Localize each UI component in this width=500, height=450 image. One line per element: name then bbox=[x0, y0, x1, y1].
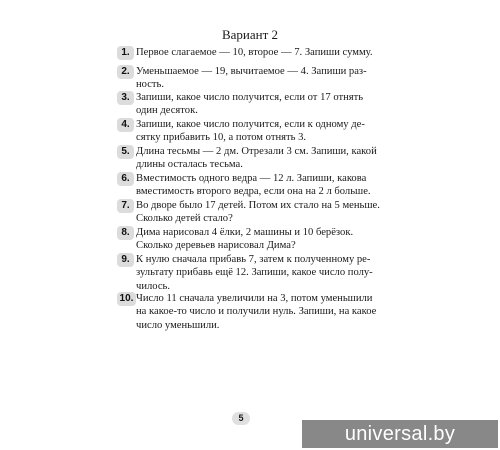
task-text: Запиши, какое число получится, если от 17 отнять один десяток. bbox=[136, 92, 364, 117]
task-number: 7. bbox=[117, 199, 134, 213]
task-number: 8. bbox=[117, 226, 134, 240]
task-number: 1. bbox=[117, 46, 134, 60]
task-number: 5. bbox=[117, 145, 134, 159]
task-text: Уменьшаемое — 19, вычитаемое — 4. Запиши раз- ность. bbox=[136, 66, 367, 91]
task-text: Число 11 сначала увеличили на 3, потом уменьшили на какое-то число и получили нуль. Запиши, на какое число уменьшили. bbox=[136, 293, 377, 331]
task-number: 3. bbox=[117, 91, 134, 105]
page-title: Вариант 2 bbox=[221, 27, 279, 42]
task-text: Запиши, какое число получится, если к одному де- сятку прибавить 10, а потом отнять 3. bbox=[136, 119, 365, 144]
task-text: Длина тесьмы — 2 дм. Отрезали 3 см. Запиши, какой длины осталась тесьма. bbox=[136, 146, 377, 171]
task-text: К нулю сначала прибавь 7, затем к полученному ре- зультату прибавь ещё 12. Запиши, какое число полу- чилось. bbox=[136, 254, 373, 292]
task-text: Первое слагаемое — 10, второе — 7. Запиши сумму. bbox=[136, 47, 373, 58]
page-number-badge: 5 bbox=[232, 412, 250, 425]
task-text: Во дворе было 17 детей. Потом их стало на 5 меньше. Сколько детей стало? bbox=[136, 200, 380, 225]
task-number: 6. bbox=[117, 172, 134, 186]
task-number: 4. bbox=[117, 118, 134, 132]
task-number: 9. bbox=[117, 253, 134, 267]
task-text: Дима нарисовал 4 ёлки, 2 машины и 10 берёзок. Сколько деревьев нарисовал Дима? bbox=[136, 227, 354, 252]
task-text: Вместимость одного ведра — 12 л. Запиши, какова вместимость второго ведра, если она на 2 л больше. bbox=[136, 173, 371, 198]
task-number: 2. bbox=[117, 65, 134, 79]
watermark-label: universal.by bbox=[302, 420, 498, 448]
task-number: 10. bbox=[117, 292, 136, 306]
